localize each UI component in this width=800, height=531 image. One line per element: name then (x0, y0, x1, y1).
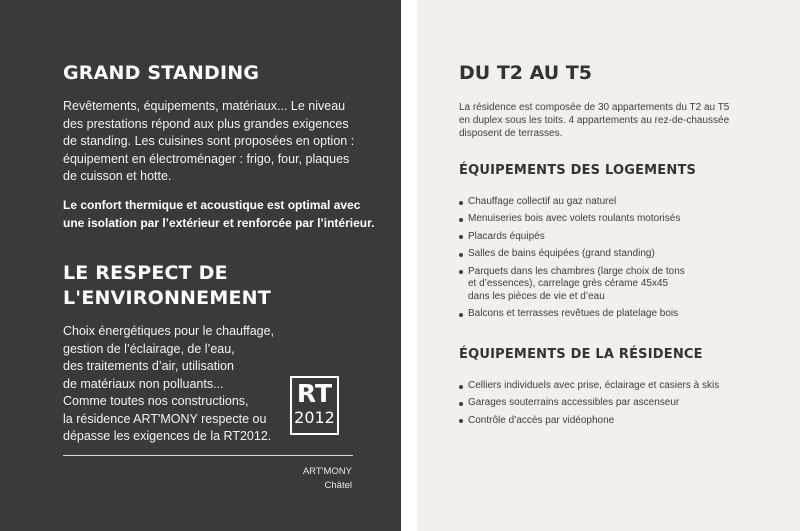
confort-text (63, 197, 383, 232)
list-item-text: Contrôle d’accès par vidéophone (468, 414, 615, 426)
list-item (459, 213, 759, 226)
text-line: Choix énergétiques pour le chauffage, (63, 324, 275, 338)
text-line: Comme toutes nos constructions, (63, 394, 249, 408)
list-item (459, 415, 759, 428)
text-line: gestion de l’éclairage, de l’eau, (63, 341, 235, 356)
title-line: L'ENVIRONNEMENT (63, 287, 271, 309)
t2-t5-title: DU T2 AU T5 (459, 62, 592, 84)
list-item-text: Celliers individuels avec prise, éclairage et casiers à skis (468, 380, 720, 391)
list-item-text: Salles de bains équipées (grand standing) (468, 248, 655, 260)
grand-standing-text (63, 98, 363, 186)
text-line: en duplex sous les toits. 4 appartements au rez-de-chaussée (459, 115, 730, 126)
rt2012-badge (290, 376, 339, 435)
list-item-text: Balcons et terrasses revêtues de platelage bois (468, 308, 679, 320)
list-item (459, 308, 759, 321)
residence-list (459, 380, 759, 432)
environnement-text (63, 323, 293, 446)
list-item-text: Parquets dans les chambres (large choix de tons et d’essences), carrelage grès cérame 45x45 dans les pièces de vie et d’eau (468, 265, 685, 302)
text-line: des traitements d’air, utilisation (63, 359, 234, 373)
list-item-text: Menuiseries bois avec volets roulants motorisés (468, 213, 681, 225)
divider (63, 455, 353, 456)
text-line: une isolation par l’extérieur et renforcée par l’intérieur. (63, 215, 375, 230)
signature-name: ART'MONY (302, 466, 352, 477)
text-line: la résidence ART'MONY respecte ou (63, 411, 267, 426)
list-item (459, 248, 759, 261)
environnement-title (63, 261, 271, 311)
text-line: de matériaux non polluants... (63, 376, 224, 391)
rt-year: 2012 (294, 408, 335, 427)
list-item-text: Placards équipés (468, 230, 545, 242)
intro-text (459, 101, 759, 140)
title-line: LE RESPECT DE (63, 262, 228, 284)
text-line: disposent de terrasses. (459, 128, 563, 139)
signature-place: Châtel (324, 479, 352, 491)
grand-standing-title: GRAND STANDING (63, 62, 260, 84)
text-line: de standing. Les cuisines sont proposées en option : (63, 134, 355, 148)
list-item-text: Chauffage collectif au gaz naturel (468, 196, 617, 207)
logements-list (459, 196, 759, 326)
logements-title: ÉQUIPEMENTS DES LOGEMENTS (459, 163, 697, 178)
list-item (459, 397, 759, 410)
list-item-text: Garages souterrains accessibles par ascenseur (468, 397, 680, 409)
text-line: des prestations répond aux plus grandes exigences (63, 116, 349, 131)
residence-title: ÉQUIPEMENTS DE LA RÉSIDENCE (459, 347, 703, 362)
text-line: La résidence est composée de 30 appartements du T2 au T5 (459, 102, 730, 113)
signature (303, 465, 352, 492)
list-item (459, 231, 759, 244)
list-item (459, 266, 759, 304)
right-panel (417, 0, 800, 531)
text-line: Revêtements, équipements, matériaux... Le niveau (63, 99, 346, 113)
list-item (459, 196, 759, 209)
list-item (459, 380, 759, 393)
rt-label: RT (296, 379, 333, 408)
text-line: Le confort thermique et acoustique est optimal avec (63, 198, 361, 212)
text-line: de cuisson et hotte. (63, 169, 172, 183)
text-line: équipement en électroménager : frigo, four, plaques (63, 151, 350, 166)
text-line: dépasse les exigences de la RT2012. (63, 429, 272, 443)
